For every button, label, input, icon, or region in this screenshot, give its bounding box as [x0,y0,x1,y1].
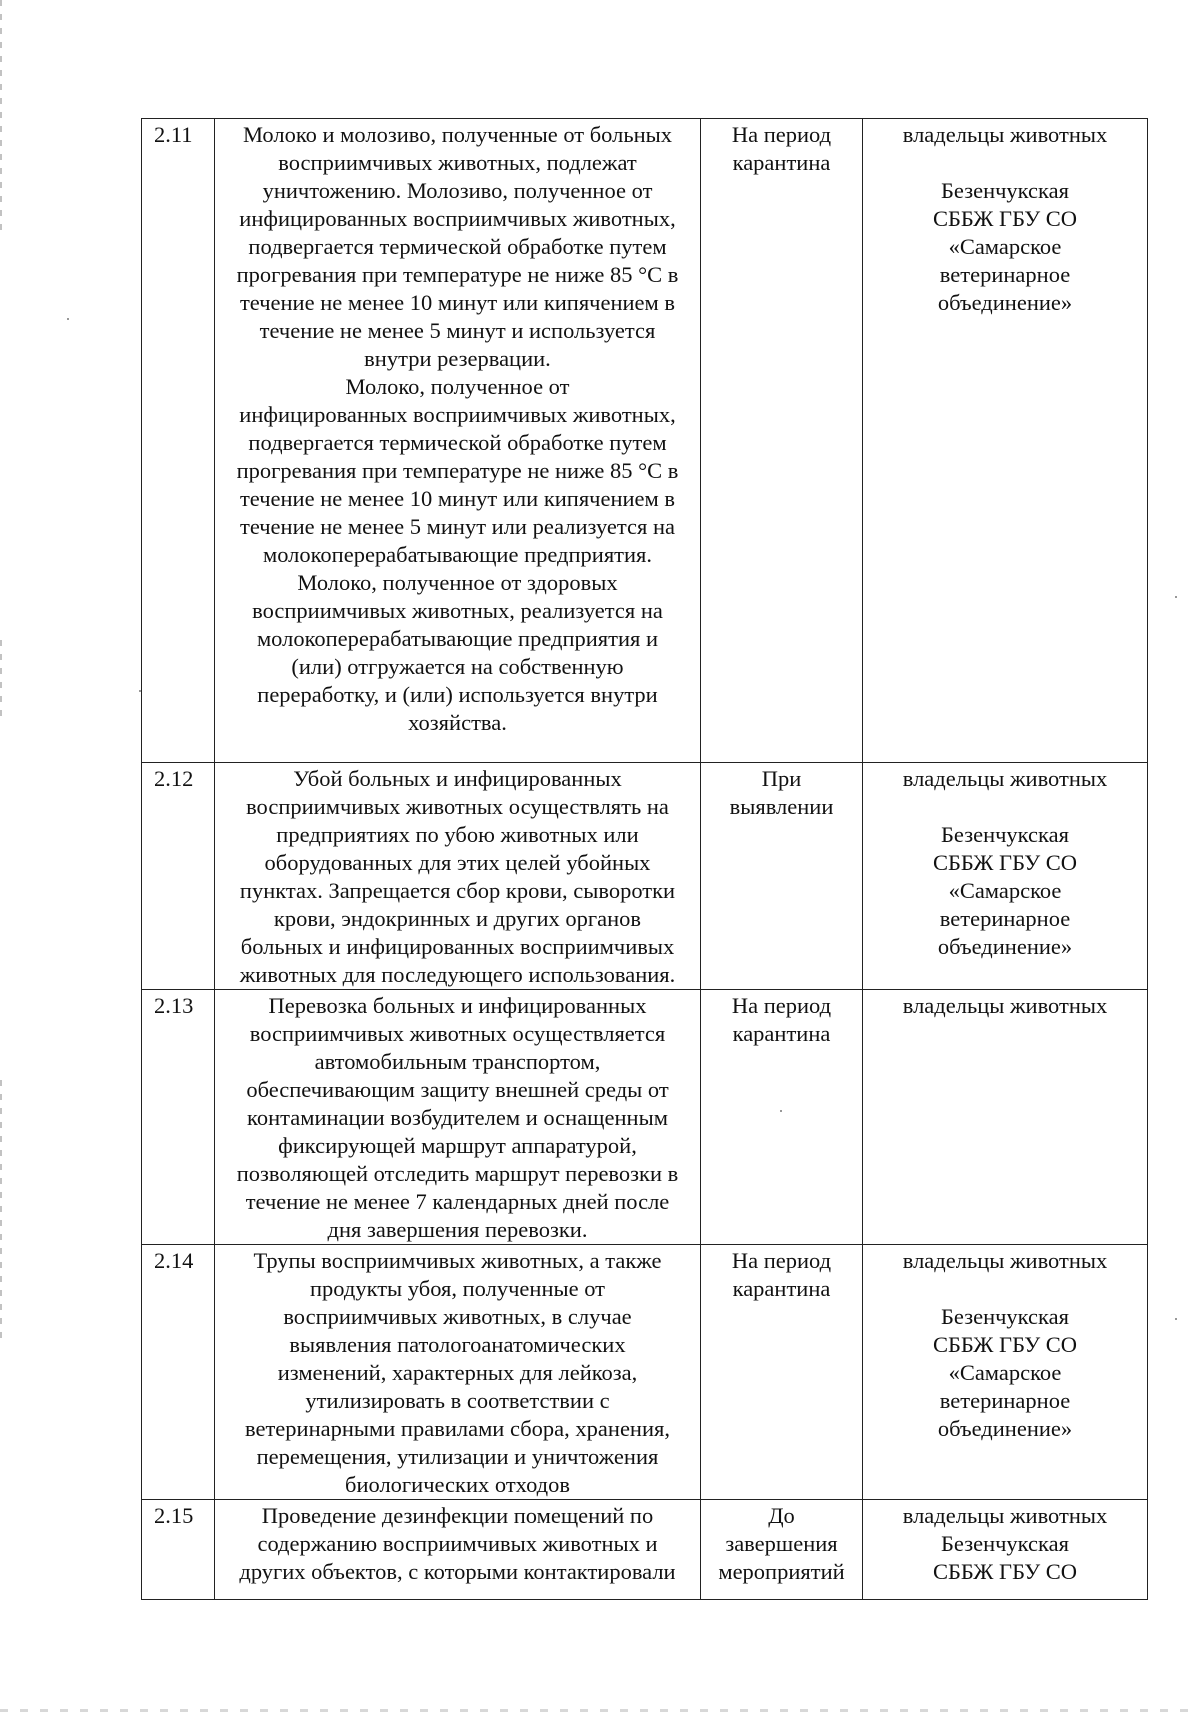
description-line: внутри резервации. [364,346,551,371]
responsible-org-line: Безенчукская [941,1304,1069,1329]
scan-edge-mark [0,1080,2,1340]
description-line: содержанию восприимчивых животных и [257,1531,658,1556]
period-line: карантина [732,1021,831,1046]
item-number: 2.12 [142,763,215,990]
description-line: оборудованных для этих целей убойных [264,850,651,875]
description-line: больных и инфицированных восприимчивых [240,934,675,959]
responsible-org-line: ветеринарное [939,906,1071,931]
description-line: течение не менее 10 минут или кипячением в [239,290,676,315]
execution-period [701,119,863,763]
scan-speck [67,318,69,320]
description-line: контаминации возбудителем и оснащенным [247,1105,668,1130]
responsible-org-line: «Самарское [948,234,1062,259]
measure-description [215,763,701,990]
period-line: завершения [725,1531,838,1556]
period-line: карантина [732,1276,831,1301]
description-line: течение не менее 7 календарных дней после [245,1189,670,1214]
period-line: До [768,1503,795,1528]
responsible-org-line: СББЖ ГБУ СО [932,1332,1078,1357]
measure-description [215,1245,701,1500]
table-row [142,1500,1148,1600]
responsible-party [863,1500,1148,1600]
description-line: прогревания при температуре не ниже 85 °С в [236,262,679,287]
description-line: животных для последующего использования. [239,962,676,987]
description-line: течение не менее 10 минут или кипячением в [239,486,676,511]
description-line: подвергается термической обработке путем [248,234,667,259]
description-line: переработку, и (или) используется внутри [257,682,658,707]
description-line: восприимчивых животных осуществляется [249,1021,666,1046]
period-line: мероприятий [718,1559,845,1584]
description-line: восприимчивых животных, в случае [283,1304,632,1329]
responsible-owners: владельцы животных [902,1503,1108,1528]
responsible-org-line: СББЖ ГБУ СО [932,206,1078,231]
description-line: восприимчивых животных, реализуется на [252,598,663,623]
item-number: 2.14 [142,1245,215,1500]
description-line: других объектов, с которыми контактировали [239,1559,676,1584]
description-line: выявления патологоанатомических [289,1332,626,1357]
description-line: Убой больных и инфицированных [293,766,622,791]
period-line: При [761,766,802,791]
description-line: (или) отгружается на собственную [291,654,624,679]
responsible-party [863,119,1148,763]
responsible-party [863,763,1148,990]
responsible-org-line: Безенчукская [941,822,1069,847]
table-row [142,1245,1148,1500]
description-line: автомобильным транспортом, [314,1049,601,1074]
responsible-org-line: объединение» [937,1416,1073,1441]
item-number: 2.15 [142,1500,215,1600]
responsible-org-line: ветеринарное [939,1388,1071,1413]
description-line: ветеринарными правилами сбора, хранения, [244,1416,670,1441]
measure-description [215,990,701,1245]
description-line: молокоперерабатывающие предприятия. [262,542,653,567]
scan-edge-mark [0,0,2,230]
description-line: молокоперерабатывающие предприятия и [256,626,659,651]
execution-period [701,990,863,1245]
description-line: Молоко, полученное от здоровых [297,570,618,595]
execution-period [701,1245,863,1500]
responsible-org-line: «Самарское [948,1360,1062,1385]
table-row [142,763,1148,990]
execution-period [701,763,863,990]
description-line: крови, эндокринных и других органов [273,906,642,931]
execution-period [701,1500,863,1600]
description-line: дня завершения перевозки. [327,1217,588,1242]
description-line: течение не менее 5 минут и используется [259,318,656,343]
responsible-party [863,990,1148,1245]
scan-edge-mark [0,640,2,720]
description-line: Молоко и молозиво, полученные от больных [242,122,673,147]
item-number: 2.11 [142,119,215,763]
responsible-owners: владельцы животных [902,766,1108,791]
description-line: подвергается термической обработке путем [248,430,667,455]
responsible-owners: владельцы животных [902,122,1108,147]
responsible-org-line: объединение» [937,290,1073,315]
responsible-owners: владельцы животных [902,993,1108,1018]
description-line: уничтожению. Молозиво, полученное от [262,178,653,203]
measure-description [215,1500,701,1600]
period-line: карантина [732,150,831,175]
description-line: восприимчивых животных, подлежат [278,150,637,175]
description-line: утилизировать в соответствии с [305,1388,610,1413]
responsible-org-line: ветеринарное [939,262,1071,287]
description-line: фиксирующей маршрут аппаратурой, [278,1133,637,1158]
scan-speck [1175,596,1177,598]
description-line: обеспечивающим защиту внешней среды от [246,1077,669,1102]
responsible-owners: владельцы животных [902,1248,1108,1273]
measures-table-body [142,119,1148,1600]
description-line: изменений, характерных для лейкоза, [277,1360,638,1385]
responsible-org-line: Безенчукская [941,178,1069,203]
table-row [142,119,1148,763]
responsible-org-line: объединение» [937,934,1073,959]
spacer [863,1275,1147,1303]
description-line: предприятиях по убою животных или [276,822,639,847]
description-line: восприимчивых животных осуществлять на [246,794,669,819]
description-line: пунктах. Запрещается сбор крови, сыворотки [239,878,676,903]
description-line: инфицированных восприимчивых животных, [239,402,676,427]
measure-description [215,119,701,763]
period-line: На период [731,993,832,1018]
description-line: продукты убоя, полученные от [310,1276,605,1301]
responsible-org-line: «Самарское [948,878,1062,903]
description-line: Трупы восприимчивых животных, а также [253,1248,662,1273]
scan-speck [1175,1318,1177,1320]
responsible-org-line: СББЖ ГБУ СО [932,850,1078,875]
description-line: позволяющей отследить маршрут перевозки в [236,1161,679,1186]
description-line: Перевозка больных и инфицированных [268,993,647,1018]
description-line: биологических отходов [345,1472,570,1497]
period-line: На период [731,1248,832,1273]
description-line: инфицированных восприимчивых животных, [239,206,676,231]
responsible-org-line: СББЖ ГБУ СО [932,1559,1078,1584]
table-row [142,990,1148,1245]
item-number: 2.13 [142,990,215,1245]
spacer [863,149,1147,177]
measures-table [141,118,1148,1600]
responsible-party [863,1245,1148,1500]
description-line: течение не менее 5 минут или реализуется на [239,514,676,539]
period-line: выявлении [729,794,834,819]
period-line: На период [731,122,832,147]
description-line: Молоко, полученное от [345,374,570,399]
responsible-org-line: Безенчукская [941,1531,1069,1556]
description-line: прогревания при температуре не ниже 85 °С в [236,458,679,483]
description-line: перемещения, утилизации и уничтожения [256,1444,659,1469]
description-line: Проведение дезинфекции помещений по [261,1503,654,1528]
description-line: хозяйства. [408,710,507,735]
spacer [863,793,1147,821]
